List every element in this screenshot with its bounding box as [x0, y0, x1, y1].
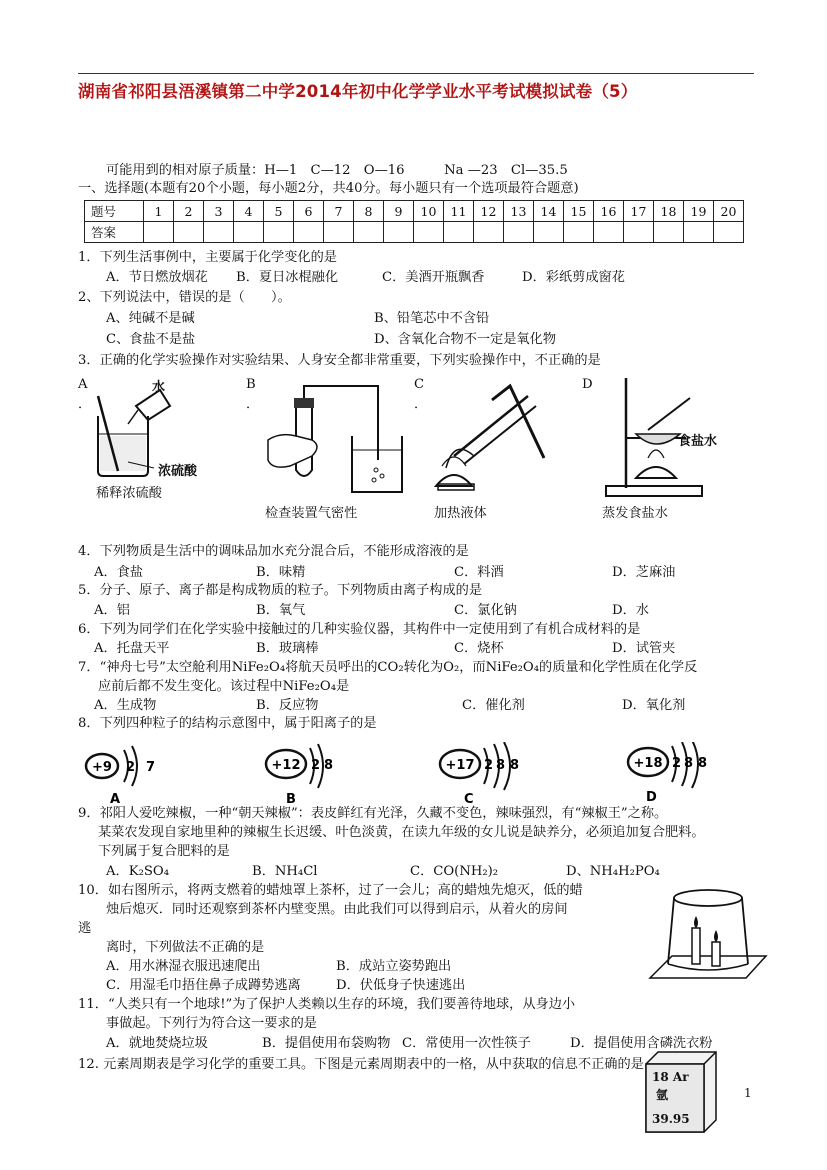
q11-option-a[interactable]: A．就地焚烧垃圾 — [106, 1036, 208, 1051]
table-row — [85, 201, 744, 222]
q6-option-b[interactable]: B．玻璃棒 — [256, 641, 319, 656]
q10-option-b[interactable]: B．成站立姿势跑出 — [336, 959, 452, 974]
answer-cell[interactable] — [174, 222, 204, 243]
table-cell: 16 — [594, 201, 624, 222]
water-label: 水 — [152, 380, 166, 395]
table-cell: 18 — [654, 201, 684, 222]
page-number: 1 — [744, 1086, 752, 1100]
header-rule — [78, 73, 754, 74]
q6-option-a[interactable]: A．托盘天平 — [94, 641, 170, 656]
question-1-stem: 1．下列生活事例中，主要属于化学变化的是 — [78, 250, 337, 265]
q1-option-b[interactable]: B．夏日冰棍融化 — [236, 270, 339, 285]
electron-count: 2 — [484, 758, 494, 773]
particle-d[interactable] — [628, 742, 707, 805]
q12-clip — [78, 1057, 660, 1075]
nucleus-charge: +12 — [271, 758, 301, 773]
answer-cell[interactable] — [234, 222, 264, 243]
electron-count: 8 — [684, 756, 694, 771]
question-9-stem: 9．祁阳人爱吃辣椒，一种“朝天辣椒”：表皮鲜红有光泽，久藏不变色，辣味强烈，有“辣椒王”之称。 — [78, 806, 668, 821]
saltwater-label: 食盐水 — [678, 434, 718, 449]
q3-letter-b[interactable]: B — [246, 377, 256, 392]
table-cell: 9 — [384, 201, 414, 222]
answer-cell[interactable] — [144, 222, 174, 243]
q1-option-a[interactable]: A．节日燃放烟花 — [106, 270, 208, 285]
table-header-cell: 题号 — [85, 201, 144, 222]
question-5-stem: 5．分子、原子、离子都是构成物质的粒子。下列物质由离子构成的是 — [78, 583, 483, 598]
q1-option-d[interactable]: D．彩纸剪成窗花 — [522, 270, 625, 285]
table-cell: 20 — [714, 201, 744, 222]
q4-option-b[interactable]: B．味精 — [256, 565, 306, 580]
question-3-stem: 3．正确的化学实验操作对实验结果、人身安全都非常重要，下列实验操作中，不正确的是 — [78, 353, 601, 368]
answer-cell[interactable] — [444, 222, 474, 243]
nucleus-charge: +17 — [445, 758, 475, 773]
question-10-stem-cont3: 离时，下列做法不正确的是 — [106, 940, 265, 955]
particle-letter: C — [464, 792, 474, 807]
page-title: 湖南省祁阳县浯溪镇第二中学2014年初中化学学业水平考试模拟试卷（5） — [78, 82, 638, 101]
particle-diagrams — [80, 742, 760, 808]
q11-option-c[interactable]: C．常使用一次性筷子 — [402, 1036, 531, 1051]
answer-cell[interactable] — [204, 222, 234, 243]
question-6-stem: 6．下列为同学们在化学实验中接触过的几种实验仪器，其构件中一定使用到了有机合成材料的是 — [78, 622, 641, 637]
particle-letter: D — [646, 790, 657, 805]
table-cell: 8 — [354, 201, 384, 222]
q9-option-a[interactable]: A．K₂SO₄ — [106, 864, 169, 879]
answer-cell[interactable] — [654, 222, 684, 243]
q9-option-b[interactable]: B．NH₄Cl — [252, 864, 318, 879]
answer-cell[interactable] — [504, 222, 534, 243]
particle-letter: B — [286, 792, 296, 807]
electron-count: 7 — [146, 760, 156, 775]
question-7-stem: 7．“神舟七号”太空舱利用NiFe₂O₄将航天员呼出的CO₂转化为O₂，而NiFe₂O₄的质量和化学性质在化学反 — [78, 660, 698, 675]
question-8-stem: 8．下列四种粒子的结构示意图中，属于阳离子的是 — [78, 716, 377, 731]
answer-cell[interactable] — [354, 222, 384, 243]
question-12-stem: 12. 元素周期表是学习化学的重要工具。下图是元素周期表中的一格，从中获取的信息不正确的是 — [78, 1057, 644, 1072]
q9-option-d[interactable]: D、NH₄H₂PO₄ — [566, 864, 660, 879]
figure-caption-b: 检查装置气密性 — [265, 506, 358, 521]
q3-dot: ． — [78, 397, 92, 412]
electron-count: 8 — [698, 756, 708, 771]
table-cell: 19 — [684, 201, 714, 222]
answer-cell[interactable] — [294, 222, 324, 243]
answer-cell[interactable] — [384, 222, 414, 243]
q6-option-d[interactable]: D．试管夹 — [612, 641, 676, 656]
answer-cell[interactable] — [594, 222, 624, 243]
particle-c[interactable] — [440, 742, 519, 807]
q11-option-d[interactable]: D．提倡使用含磷洗衣粉 — [570, 1036, 713, 1051]
table-cell: 7 — [324, 201, 354, 222]
q7-option-a[interactable]: A．生成物 — [94, 698, 157, 713]
question-10-stem: 10．如右图所示，将两支燃着的蜡烛罩上茶杯，过了一会儿；高的蜡烛先熄灭，低的蜡 — [78, 883, 583, 898]
electron-count: 2 — [311, 758, 321, 773]
answer-cell[interactable] — [564, 222, 594, 243]
q7-option-c[interactable]: C．催化剂 — [462, 698, 525, 713]
figure-caption-a: 稀释浓硫酸 — [96, 486, 162, 501]
q3-dot: ． — [414, 397, 428, 412]
table-cell: 13 — [504, 201, 534, 222]
particle-b[interactable] — [266, 744, 333, 807]
question-10-stem-cont2: 逃 — [78, 921, 92, 936]
q4-option-d[interactable]: D．芝麻油 — [612, 565, 676, 580]
airtight-check-figure — [260, 380, 410, 500]
candle-cup-figure — [646, 886, 770, 982]
q1-option-c[interactable]: C．美酒开瓶飘香 — [382, 270, 485, 285]
q2-option-a[interactable]: A、纯碱不是碱 — [106, 311, 195, 326]
question-10-stem-cont: 烛后熄灭．同时还观察到茶杯内壁变黑。由此我们可以得到启示，从着火的房间 — [106, 902, 568, 917]
q10-option-c[interactable]: C．用湿毛巾捂住鼻子成蹲势逃离 — [106, 978, 301, 993]
table-row — [85, 222, 744, 243]
electron-count: 8 — [510, 758, 520, 773]
electron-count: 2 — [672, 756, 682, 771]
table-cell: 6 — [294, 201, 324, 222]
answer-cell[interactable] — [264, 222, 294, 243]
question-11-stem: 11．“人类只有一个地球!”为了保护人类赖以生存的环境，我们要善待地球，从身边小 — [78, 997, 576, 1012]
answer-cell[interactable] — [474, 222, 504, 243]
element-number-symbol: 18 Ar — [652, 1070, 689, 1084]
q3-letter-d[interactable]: D — [582, 377, 593, 392]
question-9-stem-cont: 某菜农发现自家地里种的辣椒生长迟缓、叶色淡黄，在读九年级的女儿说是缺养分，必须追加复合肥料。 — [98, 825, 705, 840]
electron-count: 2 — [126, 760, 136, 775]
q2-option-c[interactable]: C、食盐不是盐 — [106, 332, 196, 347]
table-cell: 11 — [444, 201, 474, 222]
q6-option-c[interactable]: C．烧杯 — [454, 641, 504, 656]
table-cell: 4 — [234, 201, 264, 222]
q2-option-d[interactable]: D、含氧化合物不一定是氧化物 — [374, 332, 557, 347]
answer-cell[interactable] — [324, 222, 354, 243]
q10-option-a[interactable]: A．用水淋湿衣服迅速爬出 — [106, 959, 261, 974]
q5-option-c[interactable]: C．氯化钠 — [454, 603, 517, 618]
acid-label: 浓硫酸 — [158, 464, 198, 479]
element-mass: 39.95 — [652, 1112, 690, 1126]
nucleus-charge: +9 — [92, 760, 112, 775]
q3-letter-c[interactable]: C — [414, 377, 425, 392]
question-2-stem: 2、下列说法中，错误的是（ ）。 — [78, 290, 291, 305]
q4-option-c[interactable]: C．料酒 — [454, 565, 504, 580]
table-cell: 10 — [414, 201, 444, 222]
atomic-masses: 可能用到的相对原子质量：H—1 C—12 O—16 Na —23 Cl—35.5 — [106, 163, 568, 178]
table-cell: 1 — [144, 201, 174, 222]
q9-option-c[interactable]: C．CO(NH₂)₂ — [410, 864, 499, 879]
section-heading: 一、选择题(本题有20个小题，每小题2分，共40分。每小题只有一个选项最符合题意) — [78, 181, 579, 196]
table-cell: 2 — [174, 201, 204, 222]
nucleus-charge: +18 — [633, 756, 663, 771]
q7-option-b[interactable]: B．反应物 — [256, 698, 319, 713]
answer-cell[interactable] — [624, 222, 654, 243]
q5-option-a[interactable]: A．铝 — [94, 603, 130, 618]
table-cell: 15 — [564, 201, 594, 222]
q2-option-b[interactable]: B、铅笔芯中不含铅 — [374, 311, 490, 326]
answer-cell[interactable] — [414, 222, 444, 243]
electron-count: 8 — [496, 758, 506, 773]
q5-option-b[interactable]: B．氧气 — [256, 603, 306, 618]
q7-option-d[interactable]: D．氧化剂 — [622, 698, 686, 713]
answer-cell[interactable] — [684, 222, 714, 243]
question-9-stem-cont2: 下列属于复合肥料的是 — [98, 844, 230, 859]
answer-cell[interactable] — [534, 222, 564, 243]
figure-caption-d: 蒸发食盐水 — [602, 506, 668, 521]
table-cell: 14 — [534, 201, 564, 222]
answer-cell[interactable] — [714, 222, 744, 243]
question-11-stem-cont: 事做起。下列行为符合这一要求的是 — [106, 1016, 317, 1031]
element-name: 氩 — [656, 1088, 669, 1102]
q3-dot: ． — [246, 397, 260, 412]
answer-table — [84, 200, 744, 243]
figure-caption-c: 加热液体 — [434, 506, 487, 521]
particle-a[interactable] — [86, 746, 155, 807]
q5-option-d[interactable]: D．水 — [612, 603, 649, 618]
table-cell: 3 — [204, 201, 234, 222]
q11-option-b[interactable]: B．提倡使用布袋购物 — [262, 1036, 391, 1051]
electron-count: 8 — [324, 758, 334, 773]
table-cell: 12 — [474, 201, 504, 222]
q3-letter-a[interactable]: A — [78, 377, 88, 392]
table-cell: 17 — [624, 201, 654, 222]
table-cell: 5 — [264, 201, 294, 222]
q4-option-a[interactable]: A．食盐 — [94, 565, 144, 580]
question-4-stem: 4．下列物质是生活中的调味品加水充分混合后，不能形成溶液的是 — [78, 544, 469, 559]
particle-letter: A — [110, 792, 121, 807]
question-7-stem-cont: 应前后都不发生变化。该过程中NiFe₂O₄是 — [98, 679, 350, 694]
q10-option-d[interactable]: D．伏低身子快速逃出 — [336, 978, 466, 993]
heat-liquid-figure — [424, 378, 554, 498]
table-header-cell: 答案 — [85, 222, 144, 243]
